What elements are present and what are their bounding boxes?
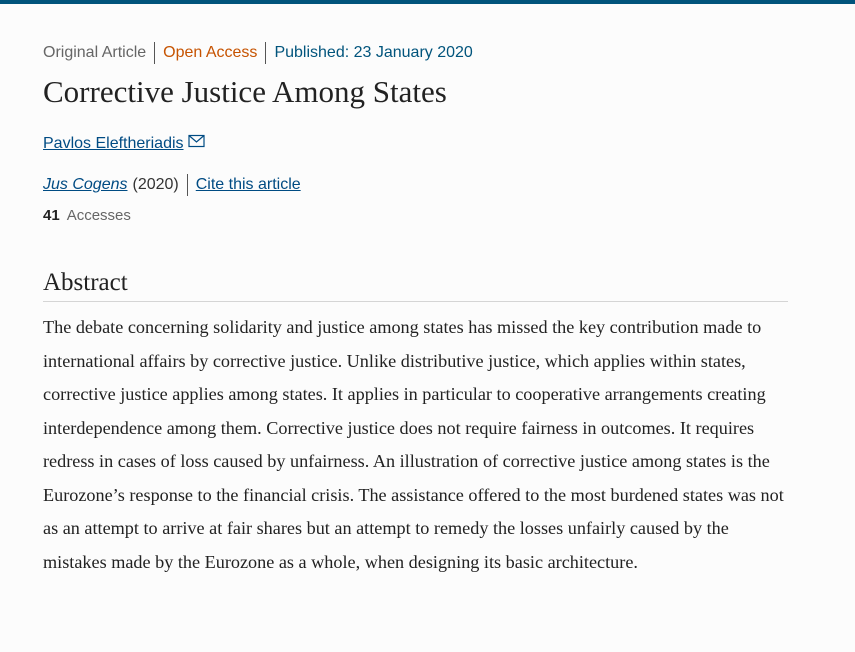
citation-row (43, 174, 301, 196)
published-date: Published: 23 January 2020 (274, 44, 473, 61)
cite-this-article-link[interactable]: Cite this article (195, 176, 301, 193)
abstract-text: The debate concerning solidarity and justice among states has missed the key contribution made to international affairs by corrective justice. Unlike distributive justice, which applies within states, corrective justice applies among states. It applies in particular to cooperative arrangements creating interdependence among them. Corrective justice does not require fairness in outcomes. It requires redress in cases of loss caused by unfairness. An illustration of corrective justice among states is the Eurozone’s response to the financial crisis. The assistance offered to the most burdened states was not as an attempt to arrive at fair shares but an attempt to remedy the losses unfairly caused by the mistakes made by the Eurozone as a whole, when designing its basic architecture. (43, 317, 784, 572)
article-type: Original Article (43, 44, 147, 61)
access-label: Accesses (66, 207, 131, 224)
divider (187, 174, 188, 196)
article-meta (43, 42, 481, 64)
article-metrics (43, 206, 131, 226)
publication-year: (2020) (132, 176, 179, 193)
author-link[interactable]: Pavlos Eleftheriadis (43, 135, 184, 152)
abstract-heading: Abstract (43, 267, 788, 302)
access-count: 41 (43, 207, 60, 224)
top-accent-bar (0, 0, 855, 4)
author-list (43, 133, 205, 155)
mail-icon[interactable] (188, 133, 205, 155)
open-access-badge: Open Access (163, 44, 258, 61)
journal-link[interactable]: Jus Cogens (43, 176, 128, 193)
article-title: Corrective Justice Among States (43, 74, 447, 109)
